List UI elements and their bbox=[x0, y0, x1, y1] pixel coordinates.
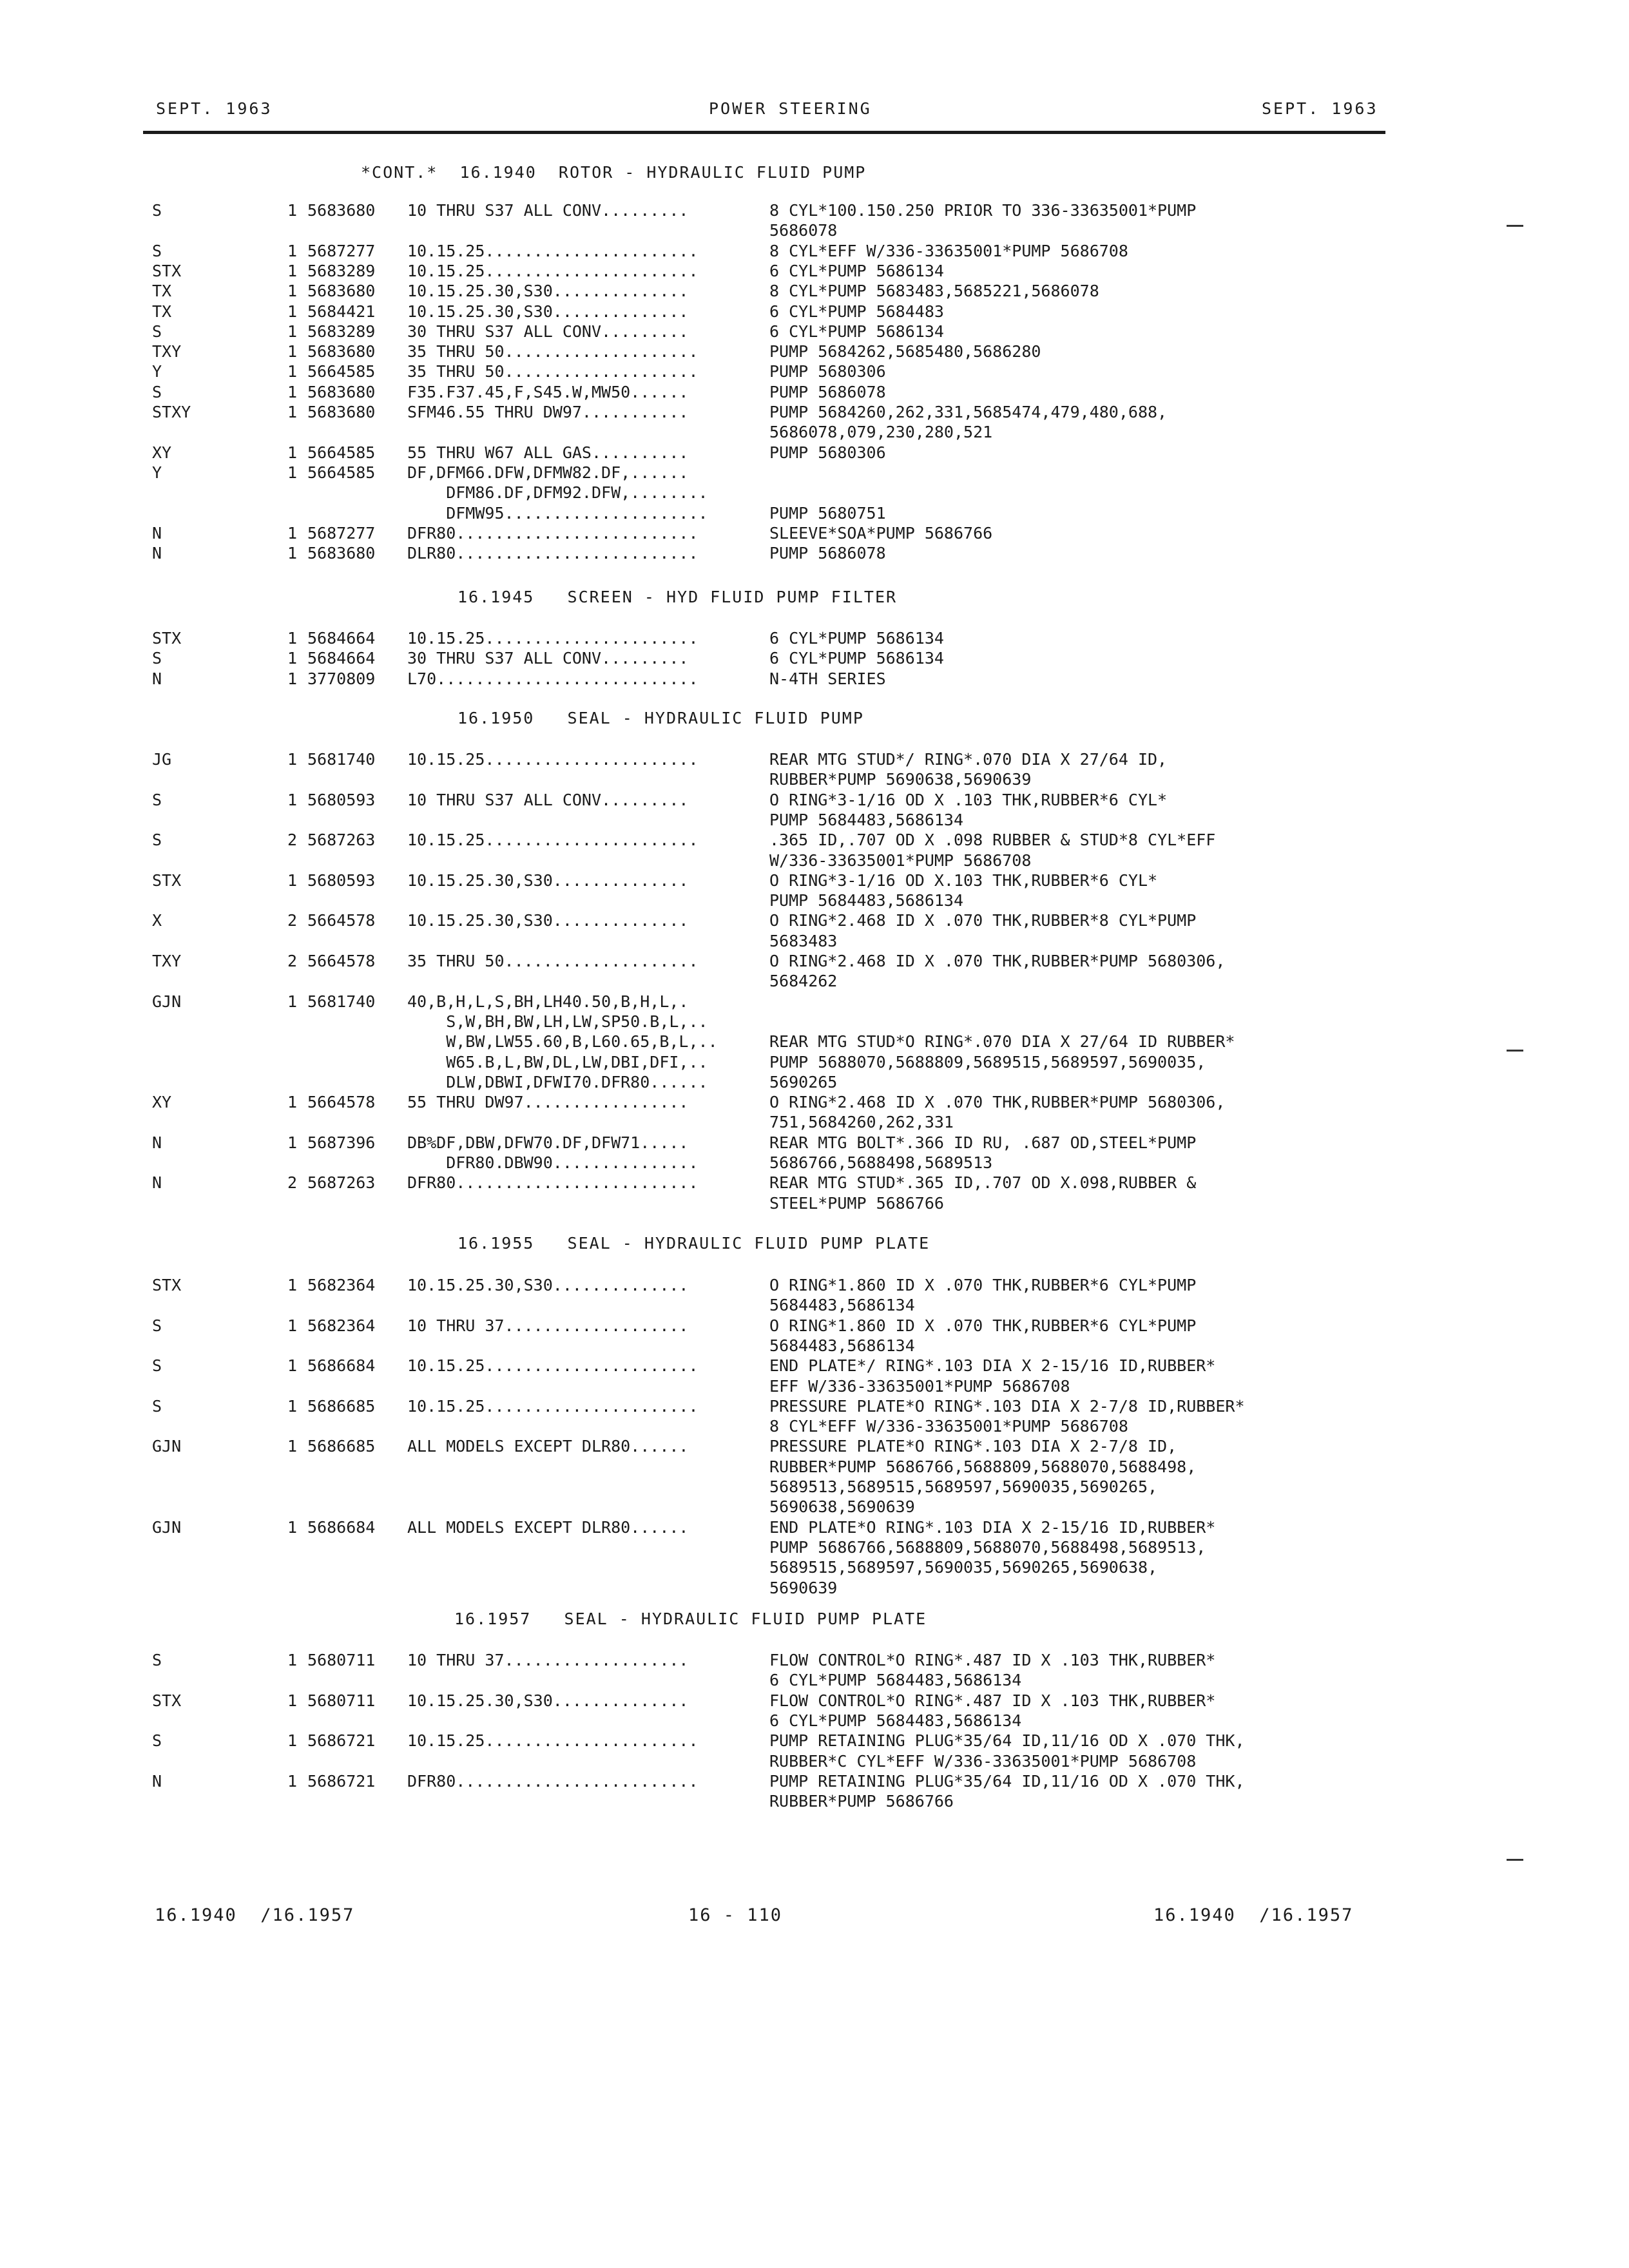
row-description: 8 CYL*EFF W/336-33635001*PUMP 5686708 bbox=[769, 1417, 1128, 1436]
row-models: 35 THRU 50.................... bbox=[407, 362, 699, 381]
row-description: O RING*2.468 ID X .070 THK,RUBBER*8 CYL*PUMP bbox=[769, 911, 1197, 930]
row-code: TX bbox=[152, 302, 172, 321]
row-code: S bbox=[152, 1651, 162, 1669]
row-models: DFMW95..................... bbox=[407, 504, 708, 523]
section-title: 16.1955 SEAL - HYDRAULIC FLUID PUMP PLATE bbox=[458, 1234, 930, 1253]
row-models: DB%DF,DBW,DFW70.DF,DFW71..... bbox=[407, 1133, 689, 1152]
margin-mark bbox=[1507, 225, 1523, 227]
row-qty: 1 bbox=[287, 750, 298, 769]
row-description: 5686766,5688498,5689513 bbox=[769, 1153, 993, 1172]
row-code: GJN bbox=[152, 1518, 182, 1537]
row-code: S bbox=[152, 242, 162, 260]
row-models: SFM46.55 THRU DW97........... bbox=[407, 403, 689, 421]
row-description: PUMP 5680306 bbox=[769, 443, 886, 462]
row-part-number: 5683680 bbox=[307, 383, 376, 401]
row-qty: 2 bbox=[287, 831, 298, 849]
row-models: DLR80......................... bbox=[407, 544, 699, 562]
row-description: 5690639 bbox=[769, 1579, 838, 1597]
row-qty: 1 bbox=[287, 1316, 298, 1335]
row-models: 10.15.25...................... bbox=[407, 1397, 699, 1416]
row-models: 30 THRU S37 ALL CONV......... bbox=[407, 649, 689, 668]
header-left-date: SEPT. 1963 bbox=[156, 99, 273, 118]
row-description: PUMP 5686078 bbox=[769, 383, 886, 401]
row-description: PUMP 5684483,5686134 bbox=[769, 891, 964, 910]
row-models: 10.15.25.30,S30.............. bbox=[407, 1276, 689, 1294]
row-qty: 1 bbox=[287, 1397, 298, 1416]
row-models: DLW,DBWI,DFWI70.DFR80...... bbox=[407, 1073, 708, 1091]
row-code: N bbox=[152, 669, 162, 688]
row-part-number: 5682364 bbox=[307, 1316, 376, 1335]
row-models: 10.15.25.30,S30.............. bbox=[407, 911, 689, 930]
row-code: S bbox=[152, 322, 162, 341]
row-part-number: 5683680 bbox=[307, 201, 376, 220]
row-models: DFM86.DF,DFM92.DFW,........ bbox=[407, 483, 708, 502]
row-description: END PLATE*/ RING*.103 DIA X 2-15/16 ID,RUBBER* bbox=[769, 1356, 1216, 1375]
row-description: O RING*1.860 ID X .070 THK,RUBBER*6 CYL*PUMP bbox=[769, 1276, 1197, 1294]
row-description: PUMP 5684262,5685480,5686280 bbox=[769, 342, 1041, 361]
row-qty: 1 bbox=[287, 1276, 298, 1294]
row-code: GJN bbox=[152, 1437, 182, 1456]
row-description: 5686078,079,230,280,521 bbox=[769, 423, 993, 441]
row-qty: 1 bbox=[287, 1518, 298, 1537]
row-qty: 1 bbox=[287, 1772, 298, 1791]
row-code: GJN bbox=[152, 992, 182, 1011]
row-code: S bbox=[152, 791, 162, 809]
row-description: .365 ID,.707 OD X .098 RUBBER & STUD*8 CYL*EFF bbox=[769, 831, 1216, 849]
row-part-number: 5686685 bbox=[307, 1437, 376, 1456]
row-description: 6 CYL*PUMP 5684483 bbox=[769, 302, 944, 321]
row-description: 6 CYL*PUMP 5686134 bbox=[769, 262, 944, 280]
row-description: RUBBER*C CYL*EFF W/336-33635001*PUMP 5686708 bbox=[769, 1752, 1197, 1771]
row-part-number: 5664585 bbox=[307, 362, 376, 381]
row-models: L70........................... bbox=[407, 669, 699, 688]
row-models: 10.15.25...................... bbox=[407, 831, 699, 849]
row-part-number: 5683680 bbox=[307, 544, 376, 562]
row-models: 10.15.25.30,S30.............. bbox=[407, 1691, 689, 1710]
row-description: 751,5684260,262,331 bbox=[769, 1113, 954, 1131]
section-title: 16.1945 SCREEN - HYD FLUID PUMP FILTER bbox=[458, 588, 898, 606]
row-description: PUMP RETAINING PLUG*35/64 ID,11/16 OD X .070 THK, bbox=[769, 1731, 1245, 1750]
row-part-number: 5686685 bbox=[307, 1397, 376, 1416]
row-qty: 2 bbox=[287, 952, 298, 970]
row-description: RUBBER*PUMP 5686766 bbox=[769, 1792, 954, 1811]
row-models: 55 THRU W67 ALL GAS.......... bbox=[407, 443, 689, 462]
row-qty: 1 bbox=[287, 302, 298, 321]
row-models: S,W,BH,BW,LH,LW,SP50.B,L,.. bbox=[407, 1012, 708, 1031]
row-code: N bbox=[152, 1133, 162, 1152]
row-models: DFR80......................... bbox=[407, 1173, 699, 1192]
row-part-number: 5683289 bbox=[307, 262, 376, 280]
row-description: PUMP 5686078 bbox=[769, 544, 886, 562]
row-description: PUMP 5680751 bbox=[769, 504, 886, 523]
row-part-number: 5687277 bbox=[307, 524, 376, 543]
row-models: 10.15.25...................... bbox=[407, 262, 699, 280]
row-models: 10 THRU S37 ALL CONV......... bbox=[407, 791, 689, 809]
row-qty: 1 bbox=[287, 649, 298, 668]
row-description: 5690265 bbox=[769, 1073, 838, 1091]
row-models: W65.B,L,BW,DL,LW,DBI,DFI,.. bbox=[407, 1053, 708, 1072]
row-qty: 1 bbox=[287, 242, 298, 260]
row-qty: 1 bbox=[287, 992, 298, 1011]
row-code: STX bbox=[152, 871, 182, 890]
row-description: 8 CYL*100.150.250 PRIOR TO 336-33635001*PUMP bbox=[769, 201, 1197, 220]
row-qty: 1 bbox=[287, 1093, 298, 1111]
row-description: 8 CYL*PUMP 5683483,5685221,5686078 bbox=[769, 282, 1099, 300]
row-code: N bbox=[152, 544, 162, 562]
row-part-number: 5683680 bbox=[307, 282, 376, 300]
margin-mark bbox=[1507, 1050, 1523, 1052]
row-description: FLOW CONTROL*O RING*.487 ID X .103 THK,RUBBER* bbox=[769, 1691, 1216, 1710]
row-description: RUBBER*PUMP 5686766,5688809,5688070,5688498, bbox=[769, 1457, 1197, 1476]
row-part-number: 5681740 bbox=[307, 750, 376, 769]
row-models: 35 THRU 50.................... bbox=[407, 342, 699, 361]
row-qty: 1 bbox=[287, 201, 298, 220]
row-code: TX bbox=[152, 282, 172, 300]
row-part-number: 5680593 bbox=[307, 871, 376, 890]
row-description: O RING*3-1/16 OD X.103 THK,RUBBER*6 CYL* bbox=[769, 871, 1158, 890]
row-models: 10 THRU 37................... bbox=[407, 1316, 689, 1335]
row-description: REAR MTG STUD*/ RING*.070 DIA X 27/64 ID, bbox=[769, 750, 1168, 769]
row-qty: 1 bbox=[287, 403, 298, 421]
row-code: S bbox=[152, 201, 162, 220]
row-models: 10.15.25...................... bbox=[407, 1731, 699, 1750]
row-models: 10.15.25.30,S30.............. bbox=[407, 871, 689, 890]
row-part-number: 5680593 bbox=[307, 791, 376, 809]
section-title: 16.1957 SEAL - HYDRAULIC FLUID PUMP PLATE bbox=[454, 1610, 927, 1628]
row-part-number: 5686684 bbox=[307, 1518, 376, 1537]
row-part-number: 5680711 bbox=[307, 1651, 376, 1669]
row-description: FLOW CONTROL*O RING*.487 ID X .103 THK,RUBBER* bbox=[769, 1651, 1216, 1669]
row-code: TXY bbox=[152, 342, 182, 361]
row-models: DF,DFM66.DFW,DFMW82.DF,...... bbox=[407, 463, 689, 482]
header-rule bbox=[143, 131, 1385, 134]
row-description: W/336-33635001*PUMP 5686708 bbox=[769, 851, 1032, 870]
row-code: S bbox=[152, 383, 162, 401]
row-qty: 1 bbox=[287, 342, 298, 361]
row-qty: 1 bbox=[287, 322, 298, 341]
row-models: 10.15.25...................... bbox=[407, 242, 699, 260]
row-qty: 1 bbox=[287, 524, 298, 543]
row-part-number: 5681740 bbox=[307, 992, 376, 1011]
row-part-number: 5683289 bbox=[307, 322, 376, 341]
row-models: 10.15.25.30,S30.............. bbox=[407, 302, 689, 321]
row-description: 5689513,5689515,5689597,5690035,5690265, bbox=[769, 1477, 1158, 1496]
row-qty: 1 bbox=[287, 791, 298, 809]
row-description: EFF W/336-33635001*PUMP 5686708 bbox=[769, 1377, 1070, 1396]
row-description: 5686078 bbox=[769, 221, 838, 240]
row-description: END PLATE*O RING*.103 DIA X 2-15/16 ID,RUBBER* bbox=[769, 1518, 1216, 1537]
header-right-date: SEPT. 1963 bbox=[1262, 99, 1378, 118]
row-description: RUBBER*PUMP 5690638,5690639 bbox=[769, 770, 1032, 789]
row-description: REAR MTG STUD*O RING*.070 DIA X 27/64 ID RUBBER* bbox=[769, 1032, 1235, 1051]
row-code: XY bbox=[152, 443, 172, 462]
section-title: *CONT.* 16.1940 ROTOR - HYDRAULIC FLUID PUMP bbox=[361, 163, 867, 182]
row-code: XY bbox=[152, 1093, 172, 1111]
row-qty: 2 bbox=[287, 911, 298, 930]
row-description: 5684483,5686134 bbox=[769, 1336, 915, 1355]
row-code: S bbox=[152, 1356, 162, 1375]
row-qty: 1 bbox=[287, 629, 298, 648]
row-part-number: 3770809 bbox=[307, 669, 376, 688]
row-models: 10.15.25...................... bbox=[407, 629, 699, 648]
row-qty: 1 bbox=[287, 463, 298, 482]
row-qty: 1 bbox=[287, 544, 298, 562]
footer-left-range: 16.1940 /16.1957 bbox=[155, 1905, 355, 1925]
row-qty: 1 bbox=[287, 871, 298, 890]
row-description: 5689515,5689597,5690035,5690265,5690638, bbox=[769, 1558, 1158, 1577]
row-models: DFR80.DBW90............... bbox=[407, 1153, 699, 1172]
row-qty: 1 bbox=[287, 282, 298, 300]
row-qty: 1 bbox=[287, 1691, 298, 1710]
row-qty: 1 bbox=[287, 669, 298, 688]
row-models: W,BW,LW55.60,B,L60.65,B,L,.. bbox=[407, 1032, 718, 1051]
row-description: 5690638,5690639 bbox=[769, 1497, 915, 1516]
row-description: PUMP 5684260,262,331,5685474,479,480,688, bbox=[769, 403, 1168, 421]
row-models: DFR80......................... bbox=[407, 524, 699, 543]
row-part-number: 5664585 bbox=[307, 443, 376, 462]
row-part-number: 5682364 bbox=[307, 1276, 376, 1294]
row-description: 6 CYL*PUMP 5684483,5686134 bbox=[769, 1711, 1022, 1730]
row-description: PRESSURE PLATE*O RING*.103 DIA X 2-7/8 ID, bbox=[769, 1437, 1177, 1456]
row-part-number: 5680711 bbox=[307, 1691, 376, 1710]
row-code: S bbox=[152, 1731, 162, 1750]
row-models: 10.15.25...................... bbox=[407, 1356, 699, 1375]
row-models: 40,B,H,L,S,BH,LH40.50,B,H,L,. bbox=[407, 992, 689, 1011]
row-part-number: 5683680 bbox=[307, 403, 376, 421]
row-models: ALL MODELS EXCEPT DLR80...... bbox=[407, 1437, 689, 1456]
row-part-number: 5687277 bbox=[307, 242, 376, 260]
row-part-number: 5664578 bbox=[307, 911, 376, 930]
row-code: Y bbox=[152, 463, 162, 482]
row-models: DFR80......................... bbox=[407, 1772, 699, 1791]
row-models: 55 THRU DW97................. bbox=[407, 1093, 689, 1111]
row-description: STEEL*PUMP 5686766 bbox=[769, 1194, 944, 1213]
row-description: PUMP 5684483,5686134 bbox=[769, 811, 964, 829]
row-part-number: 5684664 bbox=[307, 649, 376, 668]
row-models: ALL MODELS EXCEPT DLR80...... bbox=[407, 1518, 689, 1537]
row-part-number: 5664585 bbox=[307, 463, 376, 482]
row-qty: 2 bbox=[287, 1173, 298, 1192]
row-description: 8 CYL*EFF W/336-33635001*PUMP 5686708 bbox=[769, 242, 1128, 260]
row-description: 6 CYL*PUMP 5684483,5686134 bbox=[769, 1671, 1022, 1689]
row-qty: 1 bbox=[287, 1731, 298, 1750]
row-description: PUMP RETAINING PLUG*35/64 ID,11/16 OD X .070 THK, bbox=[769, 1772, 1245, 1791]
row-description: O RING*1.860 ID X .070 THK,RUBBER*6 CYL*PUMP bbox=[769, 1316, 1197, 1335]
footer-right-range: 16.1940 /16.1957 bbox=[1153, 1905, 1354, 1925]
row-code: Y bbox=[152, 362, 162, 381]
row-description: REAR MTG STUD*.365 ID,.707 OD X.098,RUBBER & bbox=[769, 1173, 1197, 1192]
row-code: STX bbox=[152, 1691, 182, 1710]
row-qty: 1 bbox=[287, 1651, 298, 1669]
row-description: 6 CYL*PUMP 5686134 bbox=[769, 629, 944, 648]
row-description: N-4TH SERIES bbox=[769, 669, 886, 688]
row-code: X bbox=[152, 911, 162, 930]
row-description: O RING*2.468 ID X .070 THK,RUBBER*PUMP 5680306, bbox=[769, 952, 1226, 970]
section-title: 16.1950 SEAL - HYDRAULIC FLUID PUMP bbox=[458, 709, 864, 727]
row-description: PUMP 5680306 bbox=[769, 362, 886, 381]
footer-page-number: 16 - 110 bbox=[688, 1905, 783, 1925]
row-models: 10.15.25...................... bbox=[407, 750, 699, 769]
row-code: STX bbox=[152, 262, 182, 280]
row-qty: 1 bbox=[287, 1133, 298, 1152]
row-models: 10 THRU S37 ALL CONV......... bbox=[407, 201, 689, 220]
row-code: STX bbox=[152, 629, 182, 648]
row-description: 5684483,5686134 bbox=[769, 1296, 915, 1314]
row-models: 10.15.25.30,S30.............. bbox=[407, 282, 689, 300]
row-models: 30 THRU S37 ALL CONV......... bbox=[407, 322, 689, 341]
row-part-number: 5664578 bbox=[307, 952, 376, 970]
row-code: STXY bbox=[152, 403, 191, 421]
row-models: 35 THRU 50.................... bbox=[407, 952, 699, 970]
row-description: 5684262 bbox=[769, 972, 838, 990]
row-code: N bbox=[152, 1772, 162, 1791]
header-title: POWER STEERING bbox=[709, 99, 872, 118]
row-qty: 1 bbox=[287, 383, 298, 401]
row-models: F35.F37.45,F,S45.W,MW50...... bbox=[407, 383, 689, 401]
row-description: PUMP 5686766,5688809,5688070,5688498,5689513, bbox=[769, 1538, 1206, 1557]
row-description: PRESSURE PLATE*O RING*.103 DIA X 2-7/8 ID,RUBBER* bbox=[769, 1397, 1245, 1416]
row-qty: 1 bbox=[287, 443, 298, 462]
row-qty: 1 bbox=[287, 1356, 298, 1375]
row-description: 6 CYL*PUMP 5686134 bbox=[769, 322, 944, 341]
row-part-number: 5687263 bbox=[307, 831, 376, 849]
margin-mark bbox=[1507, 1859, 1523, 1861]
row-code: STX bbox=[152, 1276, 182, 1294]
row-description: 5683483 bbox=[769, 932, 838, 950]
row-description: O RING*3-1/16 OD X .103 THK,RUBBER*6 CYL* bbox=[769, 791, 1168, 809]
row-part-number: 5683680 bbox=[307, 342, 376, 361]
row-description: PUMP 5688070,5688809,5689515,5689597,5690035, bbox=[769, 1053, 1206, 1072]
row-code: N bbox=[152, 1173, 162, 1192]
row-code: S bbox=[152, 649, 162, 668]
row-part-number: 5686721 bbox=[307, 1731, 376, 1750]
row-code: TXY bbox=[152, 952, 182, 970]
row-description: 6 CYL*PUMP 5686134 bbox=[769, 649, 944, 668]
row-description: REAR MTG BOLT*.366 ID RU, .687 OD,STEEL*PUMP bbox=[769, 1133, 1197, 1152]
row-part-number: 5687263 bbox=[307, 1173, 376, 1192]
row-part-number: 5686721 bbox=[307, 1772, 376, 1791]
row-part-number: 5687396 bbox=[307, 1133, 376, 1152]
row-part-number: 5686684 bbox=[307, 1356, 376, 1375]
row-code: S bbox=[152, 1397, 162, 1416]
row-qty: 1 bbox=[287, 362, 298, 381]
row-models: 10 THRU 37................... bbox=[407, 1651, 689, 1669]
row-qty: 1 bbox=[287, 1437, 298, 1456]
row-part-number: 5684664 bbox=[307, 629, 376, 648]
row-code: S bbox=[152, 831, 162, 849]
row-description: SLEEVE*SOA*PUMP 5686766 bbox=[769, 524, 993, 543]
row-code: S bbox=[152, 1316, 162, 1335]
row-qty: 1 bbox=[287, 262, 298, 280]
row-code: JG bbox=[152, 750, 172, 769]
row-description: O RING*2.468 ID X .070 THK,RUBBER*PUMP 5680306, bbox=[769, 1093, 1226, 1111]
row-part-number: 5664578 bbox=[307, 1093, 376, 1111]
row-code: N bbox=[152, 524, 162, 543]
row-part-number: 5684421 bbox=[307, 302, 376, 321]
